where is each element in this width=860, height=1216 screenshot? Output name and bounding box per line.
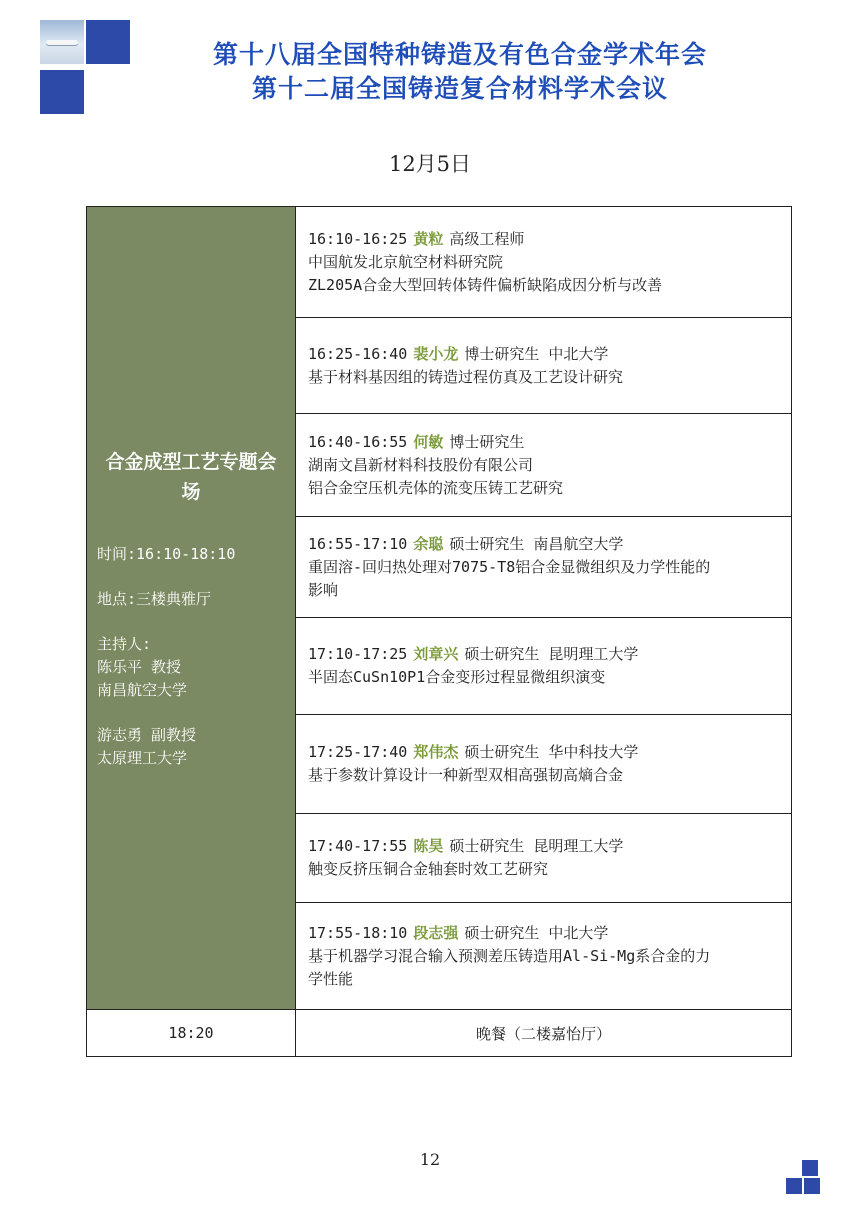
talk-line: 基于参数计算设计一种新型双相高强韧高熵合金	[308, 766, 624, 784]
host-affiliation: 南昌航空大学	[97, 680, 188, 699]
host-affiliation: 太原理工大学	[97, 748, 188, 767]
speaker-name: 刘章兴	[413, 645, 459, 663]
table-row	[87, 207, 792, 318]
session-name: 合金成型工艺专题会场	[105, 450, 277, 503]
dinner-text: 晚餐（二楼嘉怡厅）	[296, 1010, 792, 1057]
schedule-date: 12月5日	[388, 152, 472, 176]
speaker-name: 陈昊	[413, 837, 444, 855]
talk-time: 17:55-18:10	[308, 923, 408, 942]
speaker-role: 博士研究生 中北大学	[464, 344, 609, 363]
host-name: 陈乐平 教授	[97, 657, 182, 676]
conference-titles	[140, 38, 780, 106]
speaker-name: 余聪	[413, 534, 444, 553]
speaker-role: 硕士研究生 中北大学	[464, 923, 609, 942]
speaker-role: 硕士研究生 昆明理工大学	[449, 837, 624, 855]
page-number: 12	[419, 1150, 441, 1169]
speaker-name: 何敏	[413, 432, 444, 451]
talk-time: 17:25-17:40	[308, 743, 408, 761]
speaker-name: 黄粒	[413, 229, 444, 248]
talk-line: 半固态CuSn10P1合金变形过程显微组织演变	[308, 668, 606, 686]
speaker-name: 段志强	[413, 923, 459, 942]
speaker-name: 郑伟杰	[413, 743, 459, 761]
session-time: 时间:16:10-18:10	[97, 544, 236, 563]
talk-line: 基于机器学习混合输入预测差压铸造用Al-Si-Mg系合金的力	[308, 946, 711, 965]
conference-logo	[40, 20, 132, 116]
talk-cell	[296, 618, 792, 715]
talk-time: 17:40-17:55	[308, 837, 408, 855]
title-line-1: 第十八届全国特种铸造及有色合金学术年会	[212, 40, 707, 69]
dinner-time: 18:20	[87, 1010, 296, 1057]
session-location: 地点:三楼典雅厅	[97, 589, 212, 608]
talk-line: 影响	[308, 580, 339, 599]
airplane-photo	[40, 20, 84, 64]
speaker-role: 硕士研究生 南昌航空大学	[449, 534, 624, 553]
speaker-role: 博士研究生	[449, 432, 525, 451]
talk-cell	[296, 715, 792, 814]
session-panel	[87, 207, 296, 1010]
talk-line: 重固溶-回归热处理对7075-T8铝合金显微组织及力学性能的	[308, 557, 711, 576]
title-line-2: 第十二届全国铸造复合材料学术会议	[251, 74, 668, 103]
talk-time: 16:10-16:25	[308, 229, 408, 248]
talk-time: 16:55-17:10	[308, 534, 408, 553]
talk-line: 基于材料基因组的铸造过程仿真及工艺设计研究	[308, 367, 624, 386]
talk-line: 铝合金空压机壳体的流变压铸工艺研究	[308, 478, 564, 497]
dinner-row	[87, 1010, 792, 1057]
talk-line: 中国航发北京航空材料研究院	[308, 252, 504, 271]
speaker-role: 硕士研究生 昆明理工大学	[464, 645, 639, 663]
speaker-name: 裴小龙	[413, 344, 459, 363]
host-label: 主持人:	[97, 634, 152, 653]
speaker-role: 硕士研究生 华中科技大学	[464, 743, 639, 761]
schedule-table	[86, 206, 792, 1057]
host-name: 游志勇 副教授	[97, 725, 197, 744]
talk-line: 学性能	[308, 969, 354, 988]
talk-cell	[296, 517, 792, 618]
speaker-role: 高级工程师	[449, 229, 525, 248]
talk-cell	[296, 318, 792, 414]
talk-time: 16:25-16:40	[308, 344, 408, 363]
talk-cell	[296, 903, 792, 1010]
talk-line: 湖南文昌新材料科技股份有限公司	[308, 455, 534, 474]
talk-cell	[296, 814, 792, 903]
talk-time: 16:40-16:55	[308, 432, 408, 451]
talk-line: 触变反挤压铜合金轴套时效工艺研究	[308, 860, 549, 878]
talk-line: ZL205A合金大型回转体铸件偏析缺陷成因分析与改善	[308, 275, 663, 294]
talk-time: 17:10-17:25	[308, 645, 408, 663]
talk-cell	[296, 207, 792, 318]
talk-cell	[296, 414, 792, 517]
